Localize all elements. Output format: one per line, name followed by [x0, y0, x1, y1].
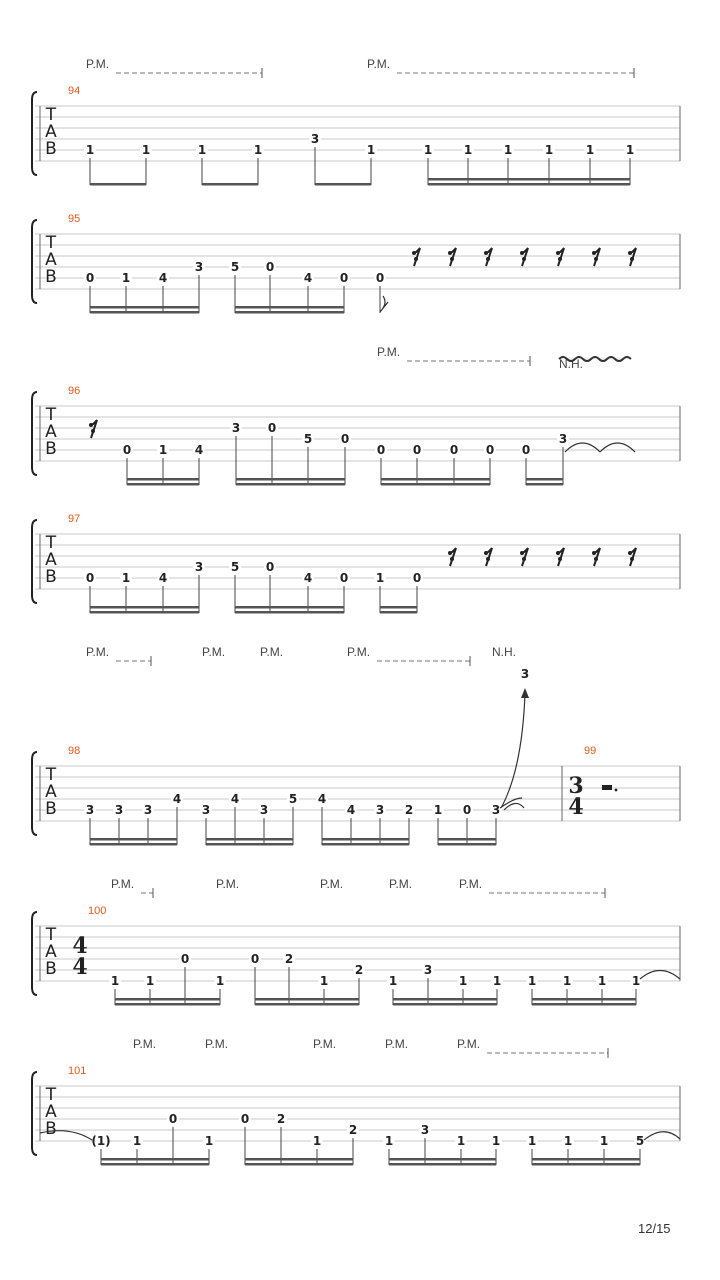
system-bracket: [32, 392, 37, 475]
rest-dot: [556, 251, 560, 255]
fret-number: 0: [265, 560, 275, 574]
fret-number: 0: [168, 1112, 178, 1126]
tab-clef-letter: T: [45, 405, 57, 425]
tab-clef-letter: A: [45, 782, 57, 802]
beam: [526, 483, 563, 486]
fret-number: 4: [230, 792, 240, 806]
rest-dot: [592, 551, 596, 555]
fret-number: 4: [158, 271, 168, 285]
fret-number: 1: [491, 1134, 501, 1148]
palm-mute-label: P.M.: [389, 877, 413, 891]
fret-number: 4: [303, 571, 313, 585]
fret-number: 1: [597, 974, 607, 988]
rest-dot: [630, 557, 634, 561]
bend-curve: [500, 694, 525, 808]
beam: [322, 838, 409, 841]
palm-mute-label: P.M.: [86, 57, 110, 71]
rest-dot: [89, 423, 93, 427]
beam: [101, 1158, 209, 1161]
fret-number: 1: [253, 143, 263, 157]
beam: [202, 183, 258, 186]
fret-number: 1: [625, 143, 635, 157]
measure-number: 100: [88, 905, 107, 917]
sixteenth-rest: [593, 248, 600, 266]
fret-number: 2: [404, 803, 414, 817]
tie-arc: [600, 443, 635, 452]
fret-number: 0: [521, 443, 531, 457]
fret-number: 1: [121, 571, 131, 585]
fret-number: 1: [132, 1134, 142, 1148]
beam: [255, 1003, 359, 1006]
beam: [389, 1163, 496, 1166]
fret-number: 1: [215, 974, 225, 988]
tab-clef-letter: A: [45, 1102, 57, 1122]
fret-number: 4: [172, 792, 182, 806]
fret-number: 3: [420, 1123, 430, 1137]
fret-number: 0: [485, 443, 495, 457]
beam: [393, 1003, 497, 1006]
system-bracket: [32, 752, 37, 835]
fret-number: 1: [375, 571, 385, 585]
rest-dot: [556, 551, 560, 555]
beam: [206, 838, 293, 841]
sixteenth-rest: [521, 248, 528, 266]
fret-number: 2: [276, 1112, 286, 1126]
tab-clef-letter: T: [45, 925, 57, 945]
tab-clef-letter: B: [45, 439, 57, 459]
system-bracket: [32, 220, 37, 303]
fret-number: 0: [250, 952, 260, 966]
fret-number: 1: [563, 1134, 573, 1148]
measure-number: 97: [68, 513, 81, 525]
fret-number: 3: [375, 803, 385, 817]
fret-number: 0: [449, 443, 459, 457]
fret-number: 2: [284, 952, 294, 966]
fret-number: 3: [194, 260, 204, 274]
sixteenth-rest: [557, 548, 564, 566]
fret-number: 3: [85, 803, 95, 817]
tab-clef-letter: A: [45, 942, 57, 962]
fret-number: 0: [339, 271, 349, 285]
sixteenth-rest: [521, 548, 528, 566]
measure-number: 94: [68, 85, 81, 97]
system-bracket: [32, 92, 37, 175]
fret-number: 3: [143, 803, 153, 817]
tie-arc: [565, 443, 600, 452]
palm-mute-label: P.M.: [313, 1037, 337, 1051]
fret-number: 3: [259, 803, 269, 817]
rest-dot: [448, 551, 452, 555]
fret-number: 1: [631, 974, 641, 988]
beam: [236, 478, 345, 481]
rest-dot: [414, 257, 418, 261]
tab-clef-letter: B: [45, 567, 57, 587]
sixteenth-rest: [557, 248, 564, 266]
tab-clef-letter: B: [45, 139, 57, 159]
rest-dot: [522, 257, 526, 261]
palm-mute-label: P.M.: [377, 345, 401, 359]
beam: [438, 838, 496, 841]
fret-number: 0: [240, 1112, 250, 1126]
fret-number: 1: [366, 143, 376, 157]
fret-number: 5: [288, 792, 298, 806]
fret-number: 1: [423, 143, 433, 157]
palm-mute-label: P.M.: [260, 645, 284, 659]
tab-clef-letter: A: [45, 122, 57, 142]
rest-dot: [628, 251, 632, 255]
tie-arc: [504, 803, 524, 810]
rest-dot: [628, 551, 632, 555]
sixteenth-rest: [90, 420, 97, 438]
fret-number: 5: [303, 432, 313, 446]
fret-number: 0: [122, 443, 132, 457]
fret-number: 1: [562, 974, 572, 988]
system-bracket: [32, 912, 37, 995]
fret-number: 1: [121, 271, 131, 285]
fret-number: 3: [231, 421, 241, 435]
tab-system-1: [32, 92, 680, 186]
bend-arrowhead: [521, 688, 529, 698]
time-signature-top: 4: [72, 933, 88, 959]
page-indicator: 12/15: [638, 1221, 671, 1236]
rest-dot: [91, 429, 95, 433]
beam: [389, 1158, 496, 1161]
fret-number: 0: [339, 571, 349, 585]
rest-dot: [484, 251, 488, 255]
fret-number: 4: [158, 571, 168, 585]
rest-dot: [630, 257, 634, 261]
fret-number: 0: [265, 260, 275, 274]
fret-number: 1: [527, 1134, 537, 1148]
rest-dot: [594, 557, 598, 561]
sixteenth-rest: [413, 248, 420, 266]
tab-system-7: [32, 1072, 680, 1166]
tab-clef-letter: B: [45, 799, 57, 819]
tie-arc: [640, 971, 680, 980]
tab-clef-letter: B: [45, 1119, 57, 1139]
time-signature-top: 3: [568, 773, 584, 799]
fret-number: 3: [201, 803, 211, 817]
beam: [532, 1003, 636, 1006]
beam: [90, 843, 177, 846]
palm-mute-label: P.M.: [385, 1037, 409, 1051]
sixteenth-rest: [449, 548, 456, 566]
fret-number: 1: [456, 1134, 466, 1148]
measure-number: 99: [584, 745, 597, 757]
rest-dot: [615, 789, 618, 792]
tab-clef-letter: A: [45, 422, 57, 442]
fret-number: 1: [463, 143, 473, 157]
rest-dot: [520, 251, 524, 255]
fret-number: 1: [384, 1134, 394, 1148]
beam: [235, 611, 344, 614]
rest-dot: [558, 257, 562, 261]
tab-clef-letter: T: [45, 533, 57, 553]
fret-number: 1: [585, 143, 595, 157]
palm-mute-label: P.M.: [133, 1037, 157, 1051]
beam: [322, 843, 409, 846]
fret-number: 1: [319, 974, 329, 988]
beam: [245, 1158, 353, 1161]
measure-number: 98: [68, 745, 81, 757]
palm-mute-label: P.M.: [367, 57, 391, 71]
beam: [380, 606, 417, 609]
fret-number: 4: [317, 792, 327, 806]
fret-number: 0: [267, 421, 277, 435]
tab-clef-letter: T: [45, 105, 57, 125]
rest-dot: [522, 557, 526, 561]
beam: [235, 306, 344, 309]
fret-number: 5: [635, 1134, 645, 1148]
beam: [428, 183, 630, 186]
rest-dot: [558, 557, 562, 561]
beam: [428, 178, 630, 181]
sixteenth-rest: [485, 248, 492, 266]
fret-number: 3: [558, 432, 568, 446]
fret-number: 1: [204, 1134, 214, 1148]
tab-system-6: [32, 912, 680, 1006]
beam: [315, 183, 371, 186]
fret-number: 1: [433, 803, 443, 817]
beam: [127, 483, 199, 486]
beam: [245, 1163, 353, 1166]
beam: [115, 998, 220, 1001]
fret-number: 4: [346, 803, 356, 817]
beam: [90, 306, 199, 309]
beam: [235, 311, 344, 314]
beam: [235, 606, 344, 609]
tab-clef-letter: B: [45, 959, 57, 979]
fret-number: 1: [544, 143, 554, 157]
fret-number: 1: [158, 443, 168, 457]
fret-number: 4: [194, 443, 204, 457]
fret-number: 1: [197, 143, 207, 157]
tab-clef-letter: A: [45, 550, 57, 570]
tab-clef-letter: T: [45, 1085, 57, 1105]
beam: [90, 611, 199, 614]
palm-mute-label: P.M.: [347, 645, 371, 659]
beam: [90, 606, 199, 609]
beam: [90, 838, 177, 841]
rest-dot: [448, 251, 452, 255]
beam: [438, 843, 496, 846]
fret-number: 3: [114, 803, 124, 817]
sixteenth-rest: [629, 248, 636, 266]
tab-system-2: [32, 220, 680, 314]
tab-clef-letter: A: [45, 250, 57, 270]
measure-number: 95: [68, 213, 81, 225]
fret-number: 4: [303, 271, 313, 285]
rest-dot: [412, 251, 416, 255]
beam: [115, 1003, 220, 1006]
sixteenth-rest: [593, 548, 600, 566]
sixteenth-rest: [629, 548, 636, 566]
half-rest: [602, 785, 612, 790]
beam: [90, 183, 146, 186]
fret-number: 3: [491, 803, 501, 817]
fret-number: 0: [375, 271, 385, 285]
fret-number: 5: [230, 560, 240, 574]
beam: [381, 483, 490, 486]
fret-number: 3: [310, 132, 320, 146]
fret-number: 3: [194, 560, 204, 574]
fret-number: 1: [85, 143, 95, 157]
rest-dot: [486, 257, 490, 261]
fret-number: 0: [412, 443, 422, 457]
fret-number: 1: [527, 974, 537, 988]
fret-number: 1: [312, 1134, 322, 1148]
beam: [532, 998, 636, 1001]
fret-number: 0: [462, 803, 472, 817]
palm-mute-label: P.M.: [205, 1037, 229, 1051]
fret-number: 1: [503, 143, 513, 157]
fret-number: (1): [91, 1134, 111, 1148]
sixteenth-rest: [485, 548, 492, 566]
grace-slash: [380, 296, 388, 312]
fret-number: 2: [354, 963, 364, 977]
system-bracket: [32, 1072, 37, 1155]
fret-number: 1: [458, 974, 468, 988]
tab-system-3: [32, 392, 680, 486]
palm-mute-label: P.M.: [111, 877, 135, 891]
beam: [381, 478, 490, 481]
sixteenth-rest: [449, 248, 456, 266]
measure-number: 96: [68, 385, 81, 397]
beam: [127, 478, 199, 481]
fret-number: 1: [141, 143, 151, 157]
fret-number: 2: [348, 1123, 358, 1137]
fret-number: 1: [110, 974, 120, 988]
natural-harmonic-label: N.H.: [492, 645, 516, 659]
tab-system-4: [32, 520, 680, 614]
rest-dot: [450, 257, 454, 261]
tie-arc: [644, 1132, 680, 1140]
palm-mute-label: P.M.: [320, 877, 344, 891]
system-bracket: [32, 520, 37, 603]
beam: [532, 1163, 640, 1166]
fret-number: 5: [230, 260, 240, 274]
fret-number: 0: [85, 271, 95, 285]
rest-dot: [594, 257, 598, 261]
fret-number: 1: [145, 974, 155, 988]
fret-number: 1: [388, 974, 398, 988]
beam: [255, 998, 359, 1001]
time-signature-bottom: 4: [568, 794, 584, 820]
fret-number: 0: [180, 952, 190, 966]
rest-dot: [450, 557, 454, 561]
beam: [532, 1158, 640, 1161]
beam: [101, 1163, 209, 1166]
palm-mute-label: P.M.: [457, 1037, 481, 1051]
beam: [526, 478, 563, 481]
natural-harmonic-label: N.H.: [559, 357, 583, 371]
beam: [236, 483, 345, 486]
fret-number: 3: [423, 963, 433, 977]
palm-mute-label: P.M.: [216, 877, 240, 891]
rest-dot: [520, 551, 524, 555]
rest-dot: [592, 251, 596, 255]
tab-clef-letter: T: [45, 233, 57, 253]
tab-clef-letter: B: [45, 267, 57, 287]
time-signature-bottom: 4: [72, 954, 88, 980]
beam: [206, 843, 293, 846]
fret-number: 0: [412, 571, 422, 585]
rest-dot: [484, 551, 488, 555]
beam: [380, 611, 417, 614]
tab-clef-letter: T: [45, 765, 57, 785]
measure-number: 101: [68, 1065, 87, 1077]
fret-number: 1: [492, 974, 502, 988]
beam: [90, 311, 199, 314]
palm-mute-label: P.M.: [202, 645, 226, 659]
fret-number: 1: [599, 1134, 609, 1148]
palm-mute-label: P.M.: [459, 877, 483, 891]
fret-number: 0: [376, 443, 386, 457]
fret-number: 0: [85, 571, 95, 585]
palm-mute-label: P.M.: [86, 645, 110, 659]
bend-amount: 3: [520, 667, 530, 681]
beam: [393, 998, 497, 1001]
fret-number: 0: [340, 432, 350, 446]
rest-dot: [486, 557, 490, 561]
